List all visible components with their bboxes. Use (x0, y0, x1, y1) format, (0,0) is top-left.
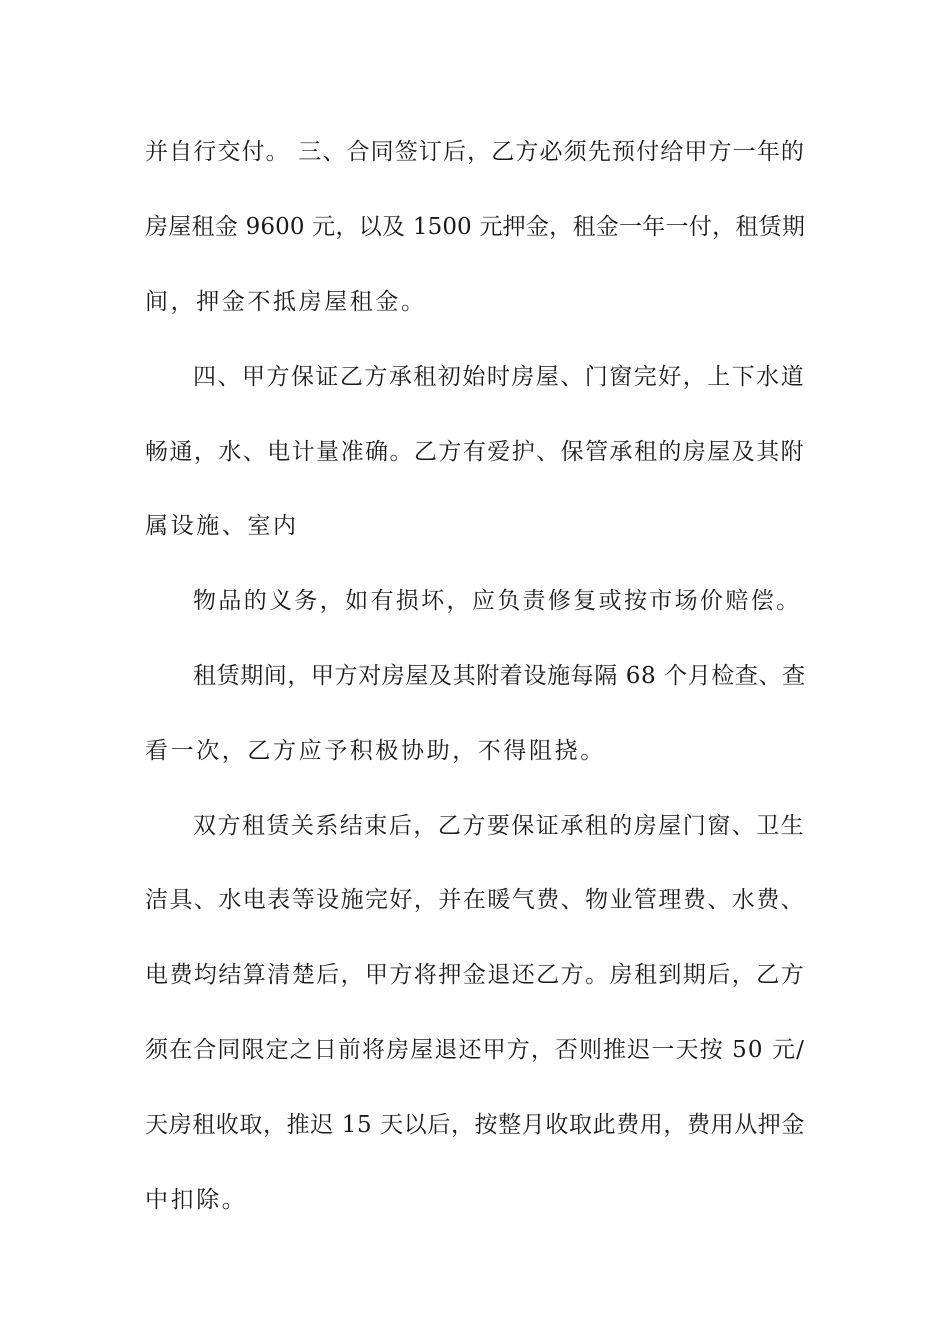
text-line-13: 须在合同限定之日前将房屋退还甲方，否则推迟一天按 50 元/ (145, 1037, 805, 1063)
text-line-5: 畅通，水、电计量准确。乙方有爱护、保管承租的房屋及其附 (145, 439, 805, 465)
text-line-12: 电费均结算清楚后，甲方将押金退还乙方。房租到期后，乙方 (145, 962, 805, 988)
text-line-8: 租赁期间，甲方对房屋及其附着设施每隔 68 个月检查、查 (193, 663, 806, 689)
text-line-9: 看一次，乙方应予积极协助，不得阻挠。 (145, 738, 606, 764)
text-line-15: 中扣除。 (145, 1187, 248, 1213)
text-line-10: 双方租赁关系结束后，乙方要保证承租的房屋门窗、卫生 (193, 813, 805, 839)
text-line-2: 房屋租金 9600 元，以及 1500 元押金，租金一年一付，租赁期 (145, 214, 805, 240)
text-line-11: 洁具、水电表等设施完好，并在暖气费、物业管理费、水费、 (145, 887, 805, 913)
text-line-1: 并自行交付。 三、合同签订后，乙方必须先预付给甲方一年的 (145, 139, 805, 165)
text-line-14: 天房租收取，推迟 15 天以后，按整月收取此费用，费用从押金 (145, 1112, 805, 1138)
text-line-7: 物品的义务，如有损坏，应负责修复或按市场价赔偿。 (193, 588, 802, 614)
text-line-3: 间，押金不抵房屋租金。 (145, 289, 427, 315)
text-line-4: 四、甲方保证乙方承租初始时房屋、门窗完好，上下水道 (193, 364, 805, 390)
text-line-6: 属设施、室内 (145, 513, 299, 539)
